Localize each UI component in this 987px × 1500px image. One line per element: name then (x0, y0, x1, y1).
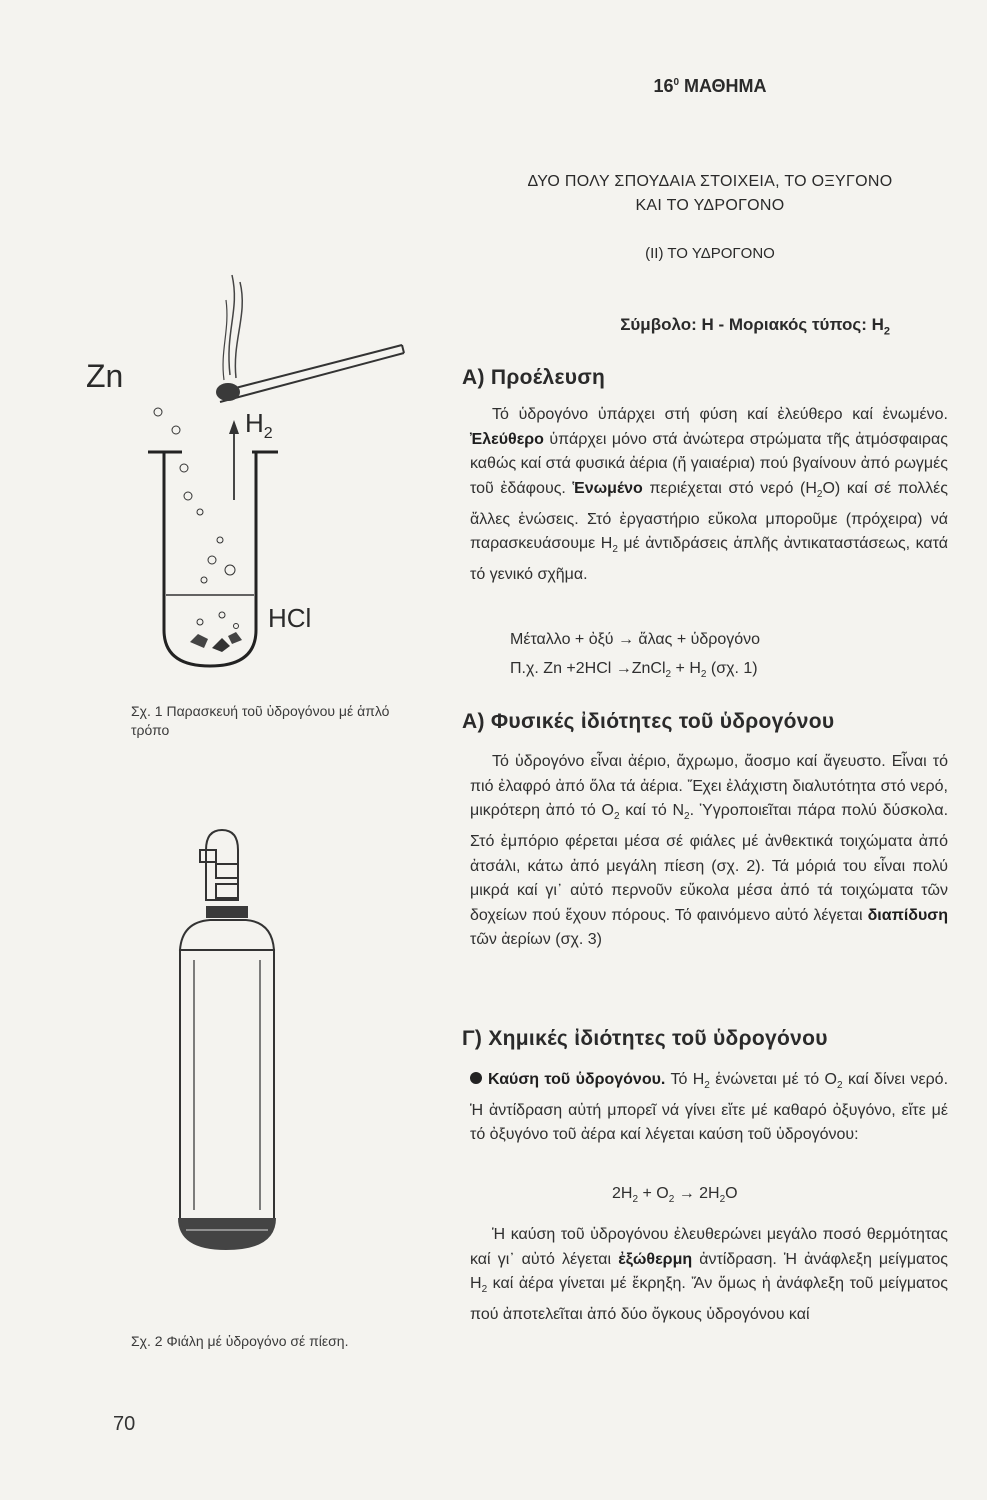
symbol-line (470, 315, 950, 337)
lesson-word: ΜΑΘΗΜΑ (684, 76, 767, 96)
paragraph-origin: Τό ὑδρογόνο ὑπάρχει στή φύση καί ἐλεύθερο καί ἑνωμένο. Ἐλεύθερο ὑπάρχει μόνο στά ἀνώτερα στρώματα τῆς ἀτμόσφαιρας καθώς καί στά φυσικά ἀέρια (ἤ γαιαέρια) πού βγαίνουν ἀπό ρωγμές τοῦ ἐδάφους. Ἑνωμένο περιέχεται στό νερό $(H_2O)$ καί σέ πολλές ἄλλες ἑνώσεις. Στό ἐργαστήριο εὔκολα μποροῦμε (πρόχειρα) νά παρασκευάσουμε $H_2$ μέ ἀντιδράσεις ἁπλῆς ἀντικαταστάσεως, κατά τό γενικό σχῆμα. (470, 406, 949, 583)
label-zn: Zn (86, 358, 124, 394)
paragraph-physical-properties: Τό ὑδρογόνο εἶναι ἀέριο, ἄχρωμο, ἄοσμο καί ἄγευστο. Εἶναι τό πιό ἐλαφρό ἀπό ὅλα τά ἀέρια. Ἔχει ἐλάχιστη διαλυτότητα στό νερό, μικρότερη ἀπό τό $O_2$ καί τό $N_2$. Ὑγροποιεῖται πάρα πολύ δύσκολα. Στό ἐμπόριο φέρεται μέσα σέ φιάλες μέ ἀνθεκτικά τοιχώματα ἀπό ἀτσάλι, κάτω ἀπό μεγάλη πίεση (σχ. 2). Τά μόριά του εἶναι πολύ μικρά καί γι᾽ αὐτό περνοῦν εὔκολα μέσα ἀπό τά τοιχώματα τῶν δοχείων πού ἔχουν πόρους. Τό φαινόμενο αὐτό λέγεται διαπίδυση τῶν ἀερίων (σχ. 3) (470, 753, 949, 949)
symbol-sub: 2 (883, 325, 890, 338)
test-tube-illustration (80, 270, 440, 690)
page-number: 70 (113, 1413, 136, 1435)
label-h: H (245, 408, 264, 438)
paragraph-combustion: Καύση τοῦ ὑδρογόνου. Τό $H_2$ ἑνώνεται μέ τό $O_2$ καί δίνει νερό. Ἡ ἀντίδραση αὐτή μπορεῖ νά γίνει εἴτε μέ καθαρό ὀξυγόνο, εἴτε μέ τό ὀξυγόνο τοῦ ἀέρα καί λέγεται καύση τοῦ ὑδρογόνου: (470, 1071, 949, 1144)
figure-1-test-tube (80, 270, 440, 690)
lesson-number: 16 (653, 76, 674, 96)
label-h2 (245, 408, 273, 443)
chapter-subtitle (470, 170, 950, 218)
lesson-sup: 0 (673, 77, 680, 88)
lesson-title (470, 76, 950, 97)
heading-origin: Α) Προέλευση (462, 366, 606, 389)
label-hcl: HCl (268, 603, 312, 633)
paragraph-exothermic: Ἡ καύση τοῦ ὑδρογόνου ἐλευθερώνει μεγάλο ποσό θερμότητας καί γι᾽ αὐτό λέγεται ἐξώθερμη ἀντίδραση. Ἡ ἀνάφλεξη μείγματος $H_2$ καί ἀέρα γίνεται μέ ἔκρηξη. Ἄν ὅμως ἡ ἀνάφλεξη τοῦ μείγματος πού ἀποτελεῖται ἀπό δύο ὄγκους ὑδρογόνου καί (470, 1226, 948, 1323)
heading-chemical-properties: Γ) Χημικές ἰδιότητες τοῦ ὑδρογόνου (462, 1027, 828, 1050)
figure-1-caption: Σχ. 1 Παρασκευή τοῦ ὑδρογόνου μέ ἁπλό τρόπο (131, 703, 390, 738)
figure-2-cylinder (160, 820, 310, 1260)
symbol-text: Σύμβολο: Η - Μοριακός τύπος: Η (620, 315, 884, 334)
part-title: (ΙΙ) ΤΟ ΥΔΡΟΓΟΝΟ (645, 245, 775, 262)
subtitle-line-1: ΔΥΟ ΠΟΛΥ ΣΠΟΥΔΑΙΑ ΣΤΟΙΧΕΙΑ, ΤΟ ΟΞΥΓΟΝΟ (527, 173, 893, 190)
bullet-icon (470, 1072, 482, 1084)
equation-example: Π.χ. Zn +2HCl →ZnCl$_2$ + $H_2$ (σχ. 1) (510, 660, 758, 681)
gas-cylinder-illustration (160, 820, 310, 1260)
figure-2-caption: Σχ. 2 Φιάλη μέ ὑδρογόνο σέ πίεση. (131, 1333, 349, 1349)
equation-general: Μέταλλο + ὀξύ → ἅλας + ὑδρογόνο (510, 631, 761, 648)
label-h-sub: 2 (263, 425, 273, 443)
heading-physical-properties: Α) Φυσικές ἰδιότητες τοῦ ὑδρογόνου (462, 710, 835, 733)
equation-combustion: $2H_2 + O_2 \to 2H_2O$ (612, 1185, 738, 1206)
subtitle-line-2: ΚΑΙ ΤΟ ΥΔΡΟΓΟΝΟ (635, 197, 785, 214)
